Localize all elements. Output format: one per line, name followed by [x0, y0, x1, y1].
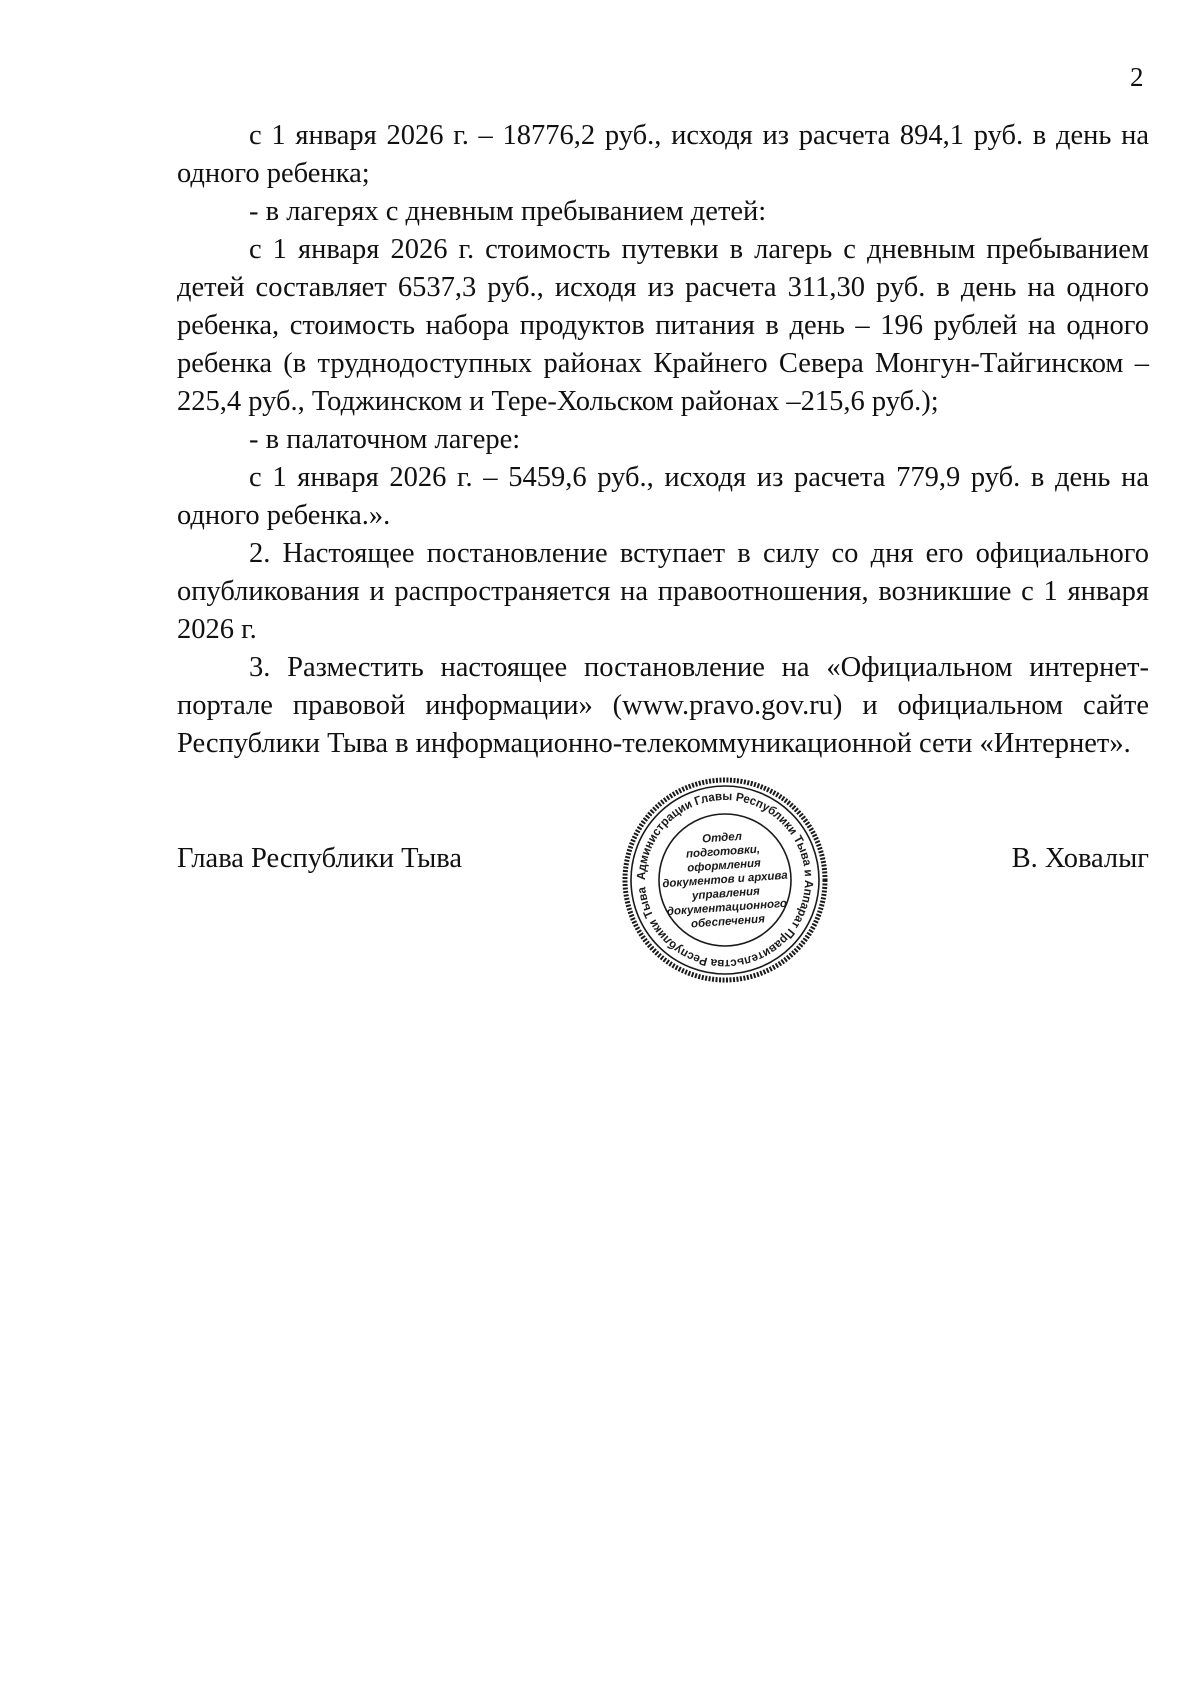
paragraph-item-3-publication: 3. Разместить настоящее постановление на «Официальном интернет-портале правовой информации» (www.pravo.gov.ru) и официальном сайте Республики Тыва в информационно-телекоммуникационной сети «Интернет». [177, 652, 1149, 759]
official-seal [620, 775, 830, 985]
seal-center-text: Отдел подготовки, оформления документов и архива управления документационного обеспечения [661, 830, 789, 931]
signer-position: Глава Республики Тыва [177, 843, 463, 874]
page-number: 2 [1130, 62, 1144, 92]
paragraph-day-camp-price: с 1 января 2026 г. стоимость путевки в лагерь с дневным пребыванием детей составляет 6537,3 руб., исходя из расчета 311,30 руб. в день на одного ребенка, стоимость набора продуктов питания в день – 196 рублей на одного ребенка (в труднодоступных районах Крайнего Севера Монгун-Тайгинском – 225,4 руб., Тоджинском и Тере-Хольском районах –215,6 руб.); [177, 234, 1149, 417]
paragraph-tent-camp-heading: - в палаточном лагере: [249, 424, 521, 455]
paragraph-tent-camp-price: с 1 января 2026 г. – 5459,6 руб., исходя из расчета 779,9 руб. в день на одного ребенка.». [177, 462, 1149, 531]
paragraph-item-2-effective-date: 2. Настоящее постановление вступает в силу со дня его официального опубликования и распространяется на правоотношения, возникшие с 1 января 2026 г. [177, 538, 1149, 645]
paragraph-day-camps-heading: - в лагерях с дневным пребыванием детей: [249, 196, 767, 227]
signer-name: В. Ховалыг [1011, 843, 1149, 874]
paragraph-camp-price-2026: с 1 января 2026 г. – 18776,2 руб., исходя из расчета 894,1 руб. в день на одного ребенка; [177, 120, 1149, 189]
seal-ring-text: Администрации Главы Республики Тыва и Аппарат Правительства Республики Тыва [633, 788, 817, 972]
document-body [177, 117, 1149, 763]
